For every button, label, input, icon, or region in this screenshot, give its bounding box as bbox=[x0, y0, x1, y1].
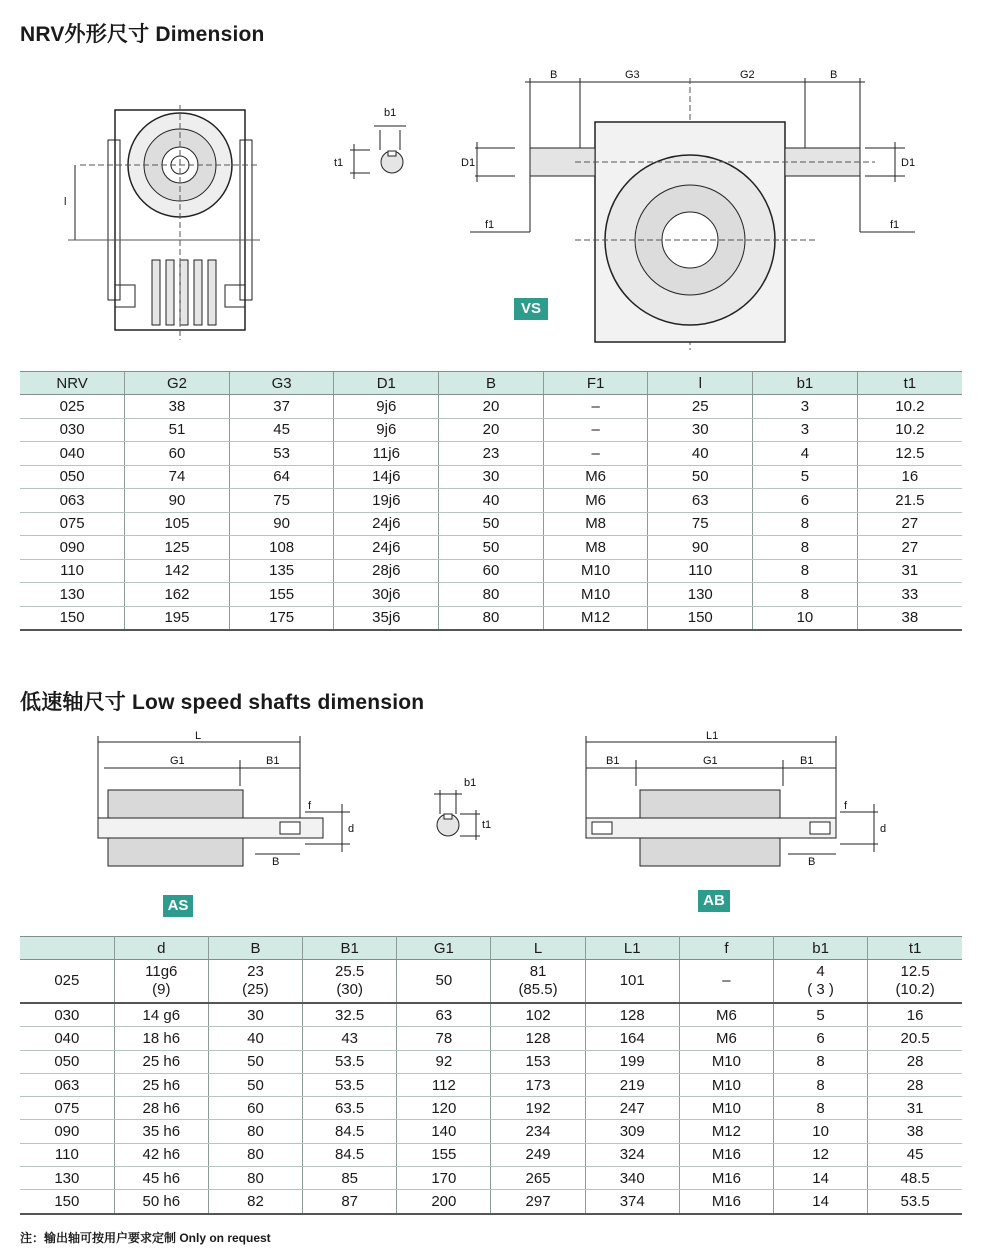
table-row bbox=[20, 960, 962, 1004]
table-cell: 63 bbox=[648, 489, 753, 513]
table-cell: M8 bbox=[543, 536, 648, 560]
table-cell: 50 h6 bbox=[114, 1190, 208, 1214]
table-cell: 3 bbox=[753, 418, 858, 442]
table-cell: 170 bbox=[397, 1167, 491, 1190]
col-header: t1 bbox=[868, 937, 962, 960]
table-cell: 23 bbox=[439, 442, 544, 466]
table-cell: 20.5 bbox=[868, 1027, 962, 1050]
table-cell: 5 bbox=[774, 1003, 868, 1027]
table-cell: 10.2 bbox=[857, 395, 962, 419]
f1-right-label: f1 bbox=[890, 219, 900, 231]
table-cell: 31 bbox=[868, 1097, 962, 1120]
d-label: d bbox=[880, 823, 887, 835]
col-header: L bbox=[491, 937, 585, 960]
table-cell: M8 bbox=[543, 512, 648, 536]
table-cell: 030 bbox=[20, 418, 125, 442]
col-header bbox=[20, 937, 114, 960]
table-cell: 140 bbox=[397, 1120, 491, 1143]
table-cell: 45 bbox=[229, 418, 334, 442]
table-cell: 50 bbox=[439, 512, 544, 536]
col-header: d bbox=[114, 937, 208, 960]
table-cell: M16 bbox=[679, 1143, 773, 1166]
table-cell: 30 bbox=[648, 418, 753, 442]
L-label: L bbox=[195, 730, 202, 742]
col-header: f bbox=[679, 937, 773, 960]
table-cell: 14 bbox=[774, 1190, 868, 1214]
table-cell: 050 bbox=[20, 1050, 114, 1073]
table-cell: 78 bbox=[397, 1027, 491, 1050]
col-header: F1 bbox=[543, 372, 648, 395]
B-label: B bbox=[808, 856, 816, 868]
table-cell bbox=[491, 960, 585, 1004]
table-cell: 38 bbox=[868, 1120, 962, 1143]
table-cell: 110 bbox=[648, 559, 753, 583]
table-row bbox=[20, 606, 962, 630]
table-cell: M6 bbox=[543, 465, 648, 489]
keyway-detail-drawing bbox=[330, 100, 430, 190]
table-cell: 112 bbox=[397, 1073, 491, 1096]
table-cell: 128 bbox=[585, 1003, 679, 1027]
table-cell: 92 bbox=[397, 1050, 491, 1073]
G2-label: G2 bbox=[740, 69, 755, 81]
table-cell: 50 bbox=[648, 465, 753, 489]
table-cell: 030 bbox=[20, 1003, 114, 1027]
table-cell: 374 bbox=[585, 1190, 679, 1214]
table-cell: 27 bbox=[857, 536, 962, 560]
table-row bbox=[20, 442, 962, 466]
table-cell: 38 bbox=[857, 606, 962, 630]
section-title-low-speed-shafts: 低速轴尺寸 Low speed shafts dimension bbox=[20, 691, 425, 714]
table-cell: M12 bbox=[679, 1120, 773, 1143]
table-cell: 108 bbox=[229, 536, 334, 560]
table-row bbox=[20, 1143, 962, 1166]
table-cell bbox=[114, 960, 208, 1004]
table-cell: 30 bbox=[439, 465, 544, 489]
table-cell: 32.5 bbox=[303, 1003, 397, 1027]
shaft-keyway-detail-drawing bbox=[420, 770, 500, 850]
table-cell: 050 bbox=[20, 465, 125, 489]
table-cell: 150 bbox=[20, 606, 125, 630]
B-label: B bbox=[272, 856, 280, 868]
table-cell: 10 bbox=[774, 1120, 868, 1143]
table-cell: 247 bbox=[585, 1097, 679, 1120]
table-cell: 30 bbox=[208, 1003, 302, 1027]
table-cell: 155 bbox=[229, 583, 334, 607]
cell-line: 11g6 bbox=[145, 963, 178, 980]
table-cell: 45 h6 bbox=[114, 1167, 208, 1190]
table-cell: 27 bbox=[857, 512, 962, 536]
table-cell: 075 bbox=[20, 512, 125, 536]
table-cell: 063 bbox=[20, 489, 125, 513]
table-cell: 3 bbox=[753, 395, 858, 419]
col-header: B bbox=[208, 937, 302, 960]
col-header: B bbox=[439, 372, 544, 395]
col-header: D1 bbox=[334, 372, 439, 395]
table-cell: – bbox=[543, 418, 648, 442]
table-cell: 075 bbox=[20, 1097, 114, 1120]
table-row bbox=[20, 512, 962, 536]
table-cell: 40 bbox=[648, 442, 753, 466]
table-cell: 40 bbox=[439, 489, 544, 513]
table-cell: M16 bbox=[679, 1167, 773, 1190]
table-cell: 31 bbox=[857, 559, 962, 583]
table-cell: 28j6 bbox=[334, 559, 439, 583]
table-cell: 90 bbox=[125, 489, 230, 513]
table-cell: 040 bbox=[20, 442, 125, 466]
table-cell: 35j6 bbox=[334, 606, 439, 630]
cell-line: 25.5 bbox=[335, 963, 365, 980]
L1-label: L1 bbox=[706, 730, 719, 742]
table-cell: 130 bbox=[648, 583, 753, 607]
b1-label: b1 bbox=[384, 107, 397, 119]
table-cell: 199 bbox=[585, 1050, 679, 1073]
table-cell: 173 bbox=[491, 1073, 585, 1096]
table-cell: 85 bbox=[303, 1167, 397, 1190]
l-dim-label: l bbox=[64, 196, 67, 208]
table-row bbox=[20, 559, 962, 583]
f1-left-label: f1 bbox=[485, 219, 495, 231]
table-cell: 5 bbox=[753, 465, 858, 489]
B-left-label: B bbox=[550, 69, 558, 81]
d-label: d bbox=[348, 823, 355, 835]
f-label: f bbox=[844, 800, 848, 812]
table-cell: 50 bbox=[397, 960, 491, 1004]
table-cell: – bbox=[679, 960, 773, 1004]
table-cell: 8 bbox=[753, 536, 858, 560]
col-header: G3 bbox=[229, 372, 334, 395]
table-cell: 142 bbox=[125, 559, 230, 583]
col-header: G2 bbox=[125, 372, 230, 395]
table-cell: 110 bbox=[20, 1143, 114, 1166]
table-cell: 265 bbox=[491, 1167, 585, 1190]
table-cell: 16 bbox=[857, 465, 962, 489]
table-cell: 53.5 bbox=[868, 1190, 962, 1214]
dimension-table bbox=[20, 371, 962, 631]
table-cell: 82 bbox=[208, 1190, 302, 1214]
cell-line: (10.2) bbox=[895, 981, 935, 998]
table-cell: 192 bbox=[491, 1097, 585, 1120]
B1-left-label: B1 bbox=[606, 755, 620, 767]
table-cell: 53.5 bbox=[303, 1050, 397, 1073]
table-cell: 8 bbox=[774, 1073, 868, 1096]
table-cell: 9j6 bbox=[334, 395, 439, 419]
table-cell: 8 bbox=[753, 559, 858, 583]
table-cell: M10 bbox=[543, 583, 648, 607]
table-cell: 130 bbox=[20, 583, 125, 607]
B1-label: B1 bbox=[266, 755, 280, 767]
t1-label: t1 bbox=[482, 819, 492, 831]
cell-line: 81 bbox=[529, 963, 547, 980]
table-cell bbox=[208, 960, 302, 1004]
table-cell: M12 bbox=[543, 606, 648, 630]
table-cell: 28 bbox=[868, 1050, 962, 1073]
table-cell: 40 bbox=[208, 1027, 302, 1050]
table-cell: 101 bbox=[585, 960, 679, 1004]
table-cell: 63.5 bbox=[303, 1097, 397, 1120]
table-cell: 38 bbox=[125, 395, 230, 419]
table-cell: – bbox=[543, 442, 648, 466]
table-cell bbox=[868, 960, 962, 1004]
table-row bbox=[20, 465, 962, 489]
table-cell: 6 bbox=[774, 1027, 868, 1050]
table-cell: – bbox=[543, 395, 648, 419]
table-cell: 11j6 bbox=[334, 442, 439, 466]
table-cell: 14j6 bbox=[334, 465, 439, 489]
table-cell: 33 bbox=[857, 583, 962, 607]
table-cell: 87 bbox=[303, 1190, 397, 1214]
table-cell: 234 bbox=[491, 1120, 585, 1143]
table-cell: 84.5 bbox=[303, 1120, 397, 1143]
table-cell bbox=[774, 960, 868, 1004]
table-cell: 80 bbox=[439, 583, 544, 607]
table-cell: 10 bbox=[753, 606, 858, 630]
table-cell: 14 bbox=[774, 1167, 868, 1190]
table-row bbox=[20, 1003, 962, 1027]
table-cell: 153 bbox=[491, 1050, 585, 1073]
cell-line: (85.5) bbox=[518, 981, 558, 998]
table-header-row bbox=[20, 937, 962, 960]
cell-line: (25) bbox=[242, 981, 269, 998]
table-cell: 51 bbox=[125, 418, 230, 442]
table-cell: 162 bbox=[125, 583, 230, 607]
table-cell: 25 bbox=[648, 395, 753, 419]
table-cell: 324 bbox=[585, 1143, 679, 1166]
table-cell: 063 bbox=[20, 1073, 114, 1096]
table-cell: 75 bbox=[648, 512, 753, 536]
low-speed-shaft-table bbox=[20, 936, 962, 1215]
table-cell: 53 bbox=[229, 442, 334, 466]
table-cell: 64 bbox=[229, 465, 334, 489]
table-cell: M6 bbox=[679, 1003, 773, 1027]
table-cell: 219 bbox=[585, 1073, 679, 1096]
table-cell bbox=[303, 960, 397, 1004]
table-cell: 040 bbox=[20, 1027, 114, 1050]
table-cell: 175 bbox=[229, 606, 334, 630]
footnote: 注：输出轴可按用户要求定制 Only on request bbox=[20, 1231, 271, 1245]
table-cell: 50 bbox=[439, 536, 544, 560]
table-cell: 102 bbox=[491, 1003, 585, 1027]
table-cell: 155 bbox=[397, 1143, 491, 1166]
table-row bbox=[20, 1190, 962, 1214]
table-cell: M10 bbox=[679, 1073, 773, 1096]
col-header: B1 bbox=[303, 937, 397, 960]
table-cell: 8 bbox=[753, 512, 858, 536]
table-cell: 4 bbox=[753, 442, 858, 466]
table-cell: 50 bbox=[208, 1073, 302, 1096]
table-cell: M6 bbox=[679, 1027, 773, 1050]
table-cell: 8 bbox=[774, 1097, 868, 1120]
table-row bbox=[20, 418, 962, 442]
table-cell: 60 bbox=[439, 559, 544, 583]
f-label: f bbox=[308, 800, 312, 812]
table-header-row bbox=[20, 372, 962, 395]
table-row bbox=[20, 1050, 962, 1073]
cell-line: (30) bbox=[336, 981, 363, 998]
col-header: G1 bbox=[397, 937, 491, 960]
shaft-as-drawing bbox=[90, 728, 370, 888]
table-row bbox=[20, 1167, 962, 1190]
table-cell: 340 bbox=[585, 1167, 679, 1190]
table-cell: 150 bbox=[648, 606, 753, 630]
table-cell: 28 bbox=[868, 1073, 962, 1096]
table-cell: 80 bbox=[208, 1143, 302, 1166]
table-cell: 28 h6 bbox=[114, 1097, 208, 1120]
table-cell: 90 bbox=[229, 512, 334, 536]
t1-label: t1 bbox=[334, 157, 344, 169]
G1-label: G1 bbox=[170, 755, 185, 767]
table-cell: 297 bbox=[491, 1190, 585, 1214]
table-cell: 10.2 bbox=[857, 418, 962, 442]
cell-line: 12.5 bbox=[900, 963, 930, 980]
table-row bbox=[20, 1097, 962, 1120]
table-cell: 135 bbox=[229, 559, 334, 583]
table-cell: M10 bbox=[679, 1097, 773, 1120]
G3-label: G3 bbox=[625, 69, 640, 81]
gearbox-side-view-drawing bbox=[60, 100, 270, 350]
table-cell: 090 bbox=[20, 1120, 114, 1143]
table-row bbox=[20, 583, 962, 607]
shaft-ab-drawing bbox=[578, 728, 898, 888]
table-cell: 30j6 bbox=[334, 583, 439, 607]
tag-vs: VS bbox=[514, 298, 548, 320]
table-cell: M6 bbox=[543, 489, 648, 513]
table-cell: M10 bbox=[679, 1050, 773, 1073]
table-cell: 80 bbox=[439, 606, 544, 630]
table-cell: 110 bbox=[20, 559, 125, 583]
table-cell: M10 bbox=[543, 559, 648, 583]
table-cell: 090 bbox=[20, 536, 125, 560]
table-cell: 60 bbox=[125, 442, 230, 466]
table-cell: 9j6 bbox=[334, 418, 439, 442]
table-cell: 48.5 bbox=[868, 1167, 962, 1190]
table-cell: 125 bbox=[125, 536, 230, 560]
D1-right-label: D1 bbox=[901, 157, 916, 169]
table-cell: M16 bbox=[679, 1190, 773, 1214]
table-cell: 75 bbox=[229, 489, 334, 513]
tag-as: AS bbox=[163, 895, 193, 917]
B1-right-label: B1 bbox=[800, 755, 814, 767]
cell-line: (9) bbox=[152, 981, 171, 998]
table-cell: 164 bbox=[585, 1027, 679, 1050]
table-cell: 12 bbox=[774, 1143, 868, 1166]
table-row bbox=[20, 395, 962, 419]
table-cell: 42 h6 bbox=[114, 1143, 208, 1166]
table-cell: 50 bbox=[208, 1050, 302, 1073]
table-cell: 24j6 bbox=[334, 536, 439, 560]
B-right-label: B bbox=[830, 69, 838, 81]
table-cell: 130 bbox=[20, 1167, 114, 1190]
b1-label: b1 bbox=[464, 777, 477, 789]
table-cell: 6 bbox=[753, 489, 858, 513]
table-cell: 309 bbox=[585, 1120, 679, 1143]
table-cell: 12.5 bbox=[857, 442, 962, 466]
table-cell: 195 bbox=[125, 606, 230, 630]
table-cell: 80 bbox=[208, 1120, 302, 1143]
table-cell: 14 g6 bbox=[114, 1003, 208, 1027]
table-cell: 37 bbox=[229, 395, 334, 419]
table-cell: 63 bbox=[397, 1003, 491, 1027]
table-cell: 35 h6 bbox=[114, 1120, 208, 1143]
table-cell: 8 bbox=[774, 1050, 868, 1073]
col-header: t1 bbox=[857, 372, 962, 395]
table-cell: 120 bbox=[397, 1097, 491, 1120]
table-cell: 80 bbox=[208, 1167, 302, 1190]
table-cell: 8 bbox=[753, 583, 858, 607]
table-cell: 150 bbox=[20, 1190, 114, 1214]
table-cell: 025 bbox=[20, 960, 114, 1004]
table-cell: 90 bbox=[648, 536, 753, 560]
table-cell: 60 bbox=[208, 1097, 302, 1120]
G1-label: G1 bbox=[703, 755, 718, 767]
table-row bbox=[20, 1027, 962, 1050]
table-cell: 21.5 bbox=[857, 489, 962, 513]
table-cell: 43 bbox=[303, 1027, 397, 1050]
table-cell: 74 bbox=[125, 465, 230, 489]
table-cell: 45 bbox=[868, 1143, 962, 1166]
cell-line: ( 3 ) bbox=[807, 981, 834, 998]
col-header: NRV bbox=[20, 372, 125, 395]
table-cell: 249 bbox=[491, 1143, 585, 1166]
cell-line: 23 bbox=[247, 963, 264, 980]
col-header: b1 bbox=[753, 372, 858, 395]
table-cell: 200 bbox=[397, 1190, 491, 1214]
table-cell: 24j6 bbox=[334, 512, 439, 536]
col-header: l bbox=[648, 372, 753, 395]
table-cell: 16 bbox=[868, 1003, 962, 1027]
table-cell: 025 bbox=[20, 395, 125, 419]
col-header: b1 bbox=[774, 937, 868, 960]
table-cell: 19j6 bbox=[334, 489, 439, 513]
section-title-dimension: NRV外形尺寸 Dimension bbox=[20, 23, 265, 46]
D1-left-label: D1 bbox=[461, 157, 476, 169]
table-row bbox=[20, 489, 962, 513]
table-cell: 53.5 bbox=[303, 1073, 397, 1096]
cell-line: 4 bbox=[816, 963, 825, 980]
table-cell: 25 h6 bbox=[114, 1073, 208, 1096]
table-row bbox=[20, 536, 962, 560]
table-cell: 20 bbox=[439, 395, 544, 419]
table-row bbox=[20, 1120, 962, 1143]
table-cell: 105 bbox=[125, 512, 230, 536]
col-header: L1 bbox=[585, 937, 679, 960]
table-cell: 18 h6 bbox=[114, 1027, 208, 1050]
table-cell: 128 bbox=[491, 1027, 585, 1050]
table-row bbox=[20, 1073, 962, 1096]
table-cell: 25 h6 bbox=[114, 1050, 208, 1073]
tag-ab: AB bbox=[698, 890, 730, 912]
table-cell: 84.5 bbox=[303, 1143, 397, 1166]
table-cell: 20 bbox=[439, 418, 544, 442]
